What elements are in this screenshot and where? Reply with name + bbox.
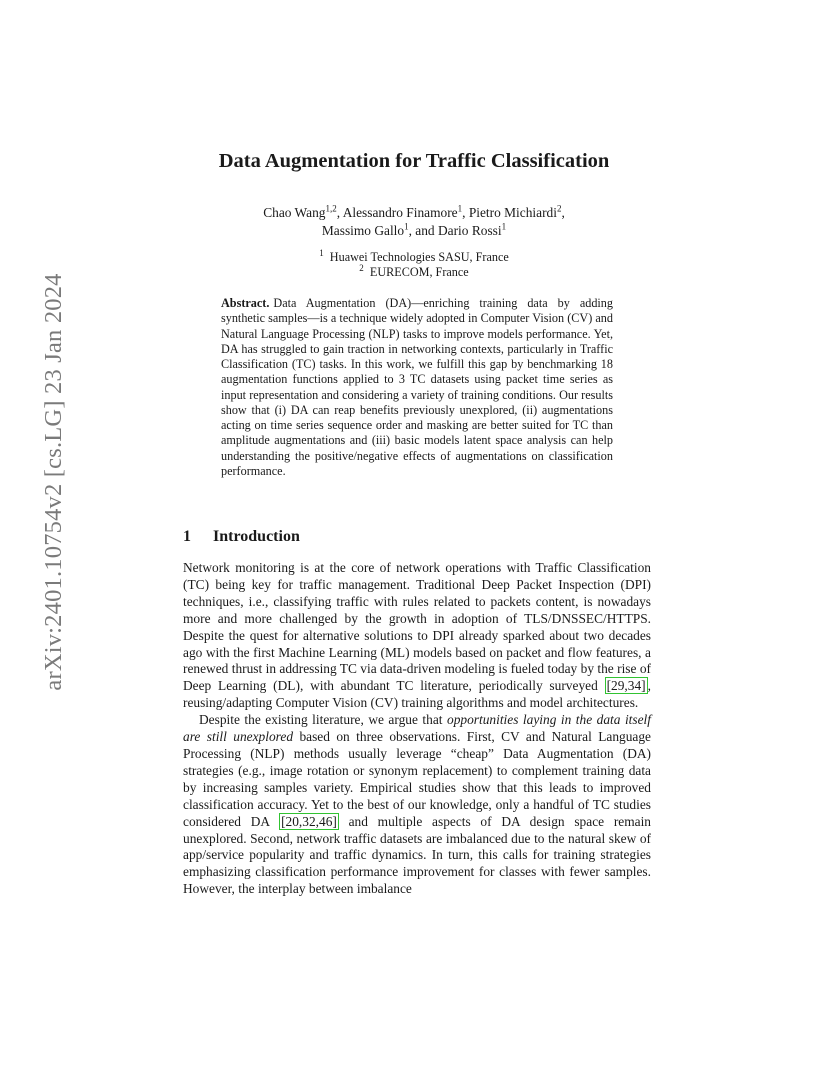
paper-title: Data Augmentation for Traffic Classification xyxy=(218,150,610,172)
author-affil-marker: 2 xyxy=(556,203,562,214)
author-list xyxy=(0,204,828,239)
citation-link[interactable]: [20,32,46] xyxy=(281,813,337,829)
section-number: 1 xyxy=(183,528,191,545)
author-name: Alessandro Finamore xyxy=(342,205,458,220)
author-affil-marker: 1 xyxy=(404,221,409,232)
abstract-text: Data Augmentation (DA)—enriching training data by adding synthetic samples—is a technique widely adopted in Computer Vision (CV) and Natural Language Processing (NLP) tasks to improve models performance. Yet, DA has struggled to gain traction in networking contexts, particularly in Traffic Classification (TC) tasks. In this work, we fulfill this gap by benchmarking 18 augmentation functions applied to 3 TC datasets using packet time series as input representation and considering a variety of training conditions. Our results show that (i) DA can reap benefits previously unexplored, (ii) augmentations acting on time series sequence order and masking are better suited for TC than amplitude augmentations and (iii) basic models latent space analysis can help understanding the positive/negative effects of augmentations on classification performance. xyxy=(221,296,613,478)
affiliation-line xyxy=(0,247,828,265)
arxiv-identifier[interactable]: arXiv:2401.10754v2 [cs.LG] 23 Jan 2024 xyxy=(40,273,67,691)
author-separator: , xyxy=(462,205,469,220)
affiliation-name: Huawei Technologies SASU, France xyxy=(329,250,509,264)
emphasized-text: opportunities laying in the data itself are still unexplored xyxy=(183,712,651,745)
citation-link[interactable]: [29,34] xyxy=(606,678,646,694)
affiliation-list xyxy=(0,247,828,280)
affiliation-line xyxy=(0,262,828,280)
affiliation-marker: 2 xyxy=(359,262,364,273)
paragraph xyxy=(183,560,651,712)
paragraph-text: Network monitoring is at the core of network operations with Traffic Classification (TC) being key for traffic management. Traditional Deep Packet Inspection (DPI) techniques, i.e., classifying traffic with rules related to packets content, is nowadays more and more challenged by the growth in adoption of TLS/DNSSEC/HTTPS. Despite the quest for alternative solutions to DPI already sparked about two decades ago with the first Machine Learning (ML) models based on packet and flow features, a renewed thrust in addressing TC via data-driven modeling is fueled today by the rise of Deep Learning (DL), with abundant TC literature, periodically surveyed xyxy=(183,560,651,694)
paragraph-text: Despite the existing literature, we argue that xyxy=(199,712,447,728)
author-name: Pietro Michiardi xyxy=(468,205,557,220)
author-affil-marker: 1 xyxy=(457,203,463,214)
author-affil-marker: 1 xyxy=(501,221,507,232)
author-separator: , xyxy=(561,205,565,220)
author-separator: , and xyxy=(408,222,438,238)
abstract xyxy=(221,296,613,479)
paragraph xyxy=(183,712,651,898)
section-heading xyxy=(183,528,300,546)
author-affil-marker: 1,2 xyxy=(325,203,337,214)
affiliation-marker: 1 xyxy=(319,247,324,258)
author-separator: , xyxy=(336,205,343,220)
author-name: Dario Rossi xyxy=(437,222,502,238)
paragraph-text: based on three observations. First, CV and Natural Language Processing (NLP) methods usually leverage “cheap” Data Augmentation (DA) strategies (e.g., image rotation or synonym replacement) to complement training data by increasing samples variety. Empirical studies show that this leads to improved classification accuracy. Yet to the best of our knowledge, only a handful of TC studies considered DA xyxy=(183,729,651,829)
paragraph-text: and multiple aspects of DA design space remain unexplored. Second, network traffic datasets are imbalanced due to the natural skew of app/service popularity and traffic dynamics. In turn, this calls for training strategies emphasizing classification performance improvement for classes with fewer samples. However, the interplay between imbalance xyxy=(183,813,651,897)
paragraph-text: , reusing/adapting Computer Vision (CV) training algorithms and model architectures. xyxy=(183,678,651,711)
author-name: Massimo Gallo xyxy=(321,222,405,238)
affiliation-name: EURECOM, France xyxy=(369,265,469,279)
author-name: Chao Wang xyxy=(263,205,326,220)
body-text xyxy=(183,560,651,898)
section-title: Introduction xyxy=(213,528,300,545)
abstract-label: Abstract. xyxy=(221,296,270,310)
